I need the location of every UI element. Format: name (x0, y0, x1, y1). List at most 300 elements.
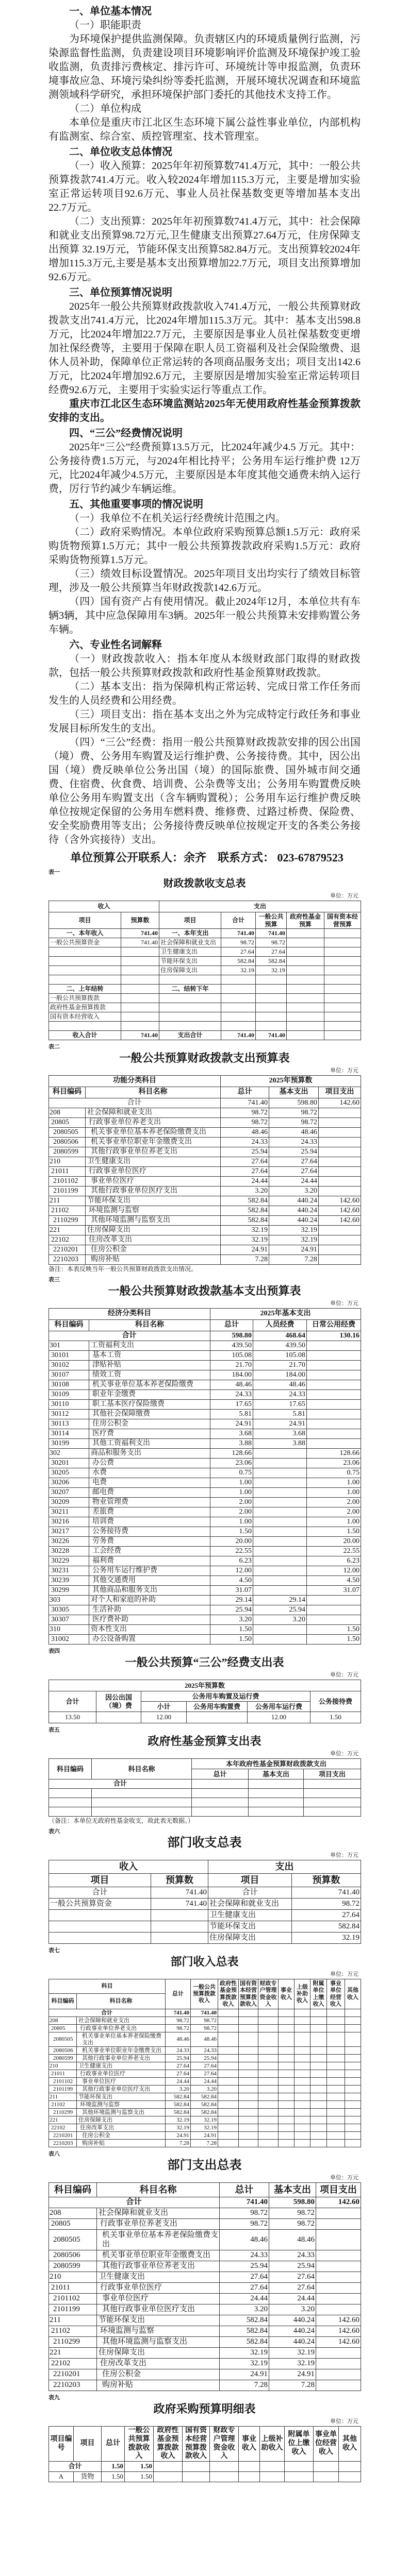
document-page (48, 0, 361, 2486)
table-cell (327, 2009, 345, 2017)
table-cell: 32.19 (191, 2124, 218, 2132)
table-cell (253, 1459, 307, 1468)
table-row (49, 2369, 361, 2380)
table-cell: 741.40 (191, 2009, 218, 2017)
table-cell (345, 2101, 361, 2109)
table-header-cell: 科目编码 (49, 1087, 86, 1098)
table-row (49, 929, 361, 938)
table-cell: 29.14 (253, 1596, 307, 1605)
table-cell (187, 1712, 248, 1723)
table-cell: 2110299 (49, 2109, 77, 2116)
table-cell: 210 (49, 2062, 77, 2070)
three-public-expenses-table (48, 1680, 361, 1723)
table-cell (218, 2017, 239, 2025)
table-cell (319, 1118, 361, 1128)
table-cell (295, 2025, 310, 2032)
table-row (49, 966, 361, 975)
table-cell (319, 1187, 361, 1196)
table-cell (295, 2109, 310, 2116)
table-cell: 其他行政事业单位养老支出 (77, 2055, 166, 2062)
table-cell: 机关事业单位职业年金缴费支出 (97, 2250, 220, 2261)
table-cell: 12.00 (210, 1566, 253, 1576)
table-cell: 其他社会保障缴费 (89, 1410, 210, 1419)
table-cell: 32.19 (220, 2359, 269, 2369)
table-row (49, 1537, 361, 1547)
table-row (49, 2140, 361, 2147)
table-cell: 48.46 (269, 2230, 316, 2250)
table-cell (287, 975, 324, 985)
table-cell (324, 1012, 361, 1022)
table-cell (345, 2032, 361, 2047)
table-cell: 48.46 (269, 1128, 319, 1138)
table-cell: 20805 (49, 1118, 86, 1128)
table-cell: 98.72 (221, 1118, 269, 1128)
table-label: 表四 (48, 1648, 60, 1654)
table-cell (327, 2093, 345, 2101)
table-cell (327, 2116, 345, 2124)
table-cell: 303 (49, 1596, 89, 1605)
table-cell: 1.50 (210, 1625, 253, 1635)
paragraph: （一）收入预算：2025年年初预算数741.4万元，其中：一般公共预算拨款741.4万元。收入较2024年增加115.3万元，主要是增加实验室正常运转项目92.6万元、事业人员社保基数变更等增加基本支出22.7万元。 (48, 160, 361, 213)
table-cell (307, 1439, 361, 1449)
table-cell (192, 1789, 249, 1798)
table-cell: 98.72 (269, 1118, 319, 1128)
table-cell (49, 966, 121, 975)
table-cell: 12.00 (307, 1566, 361, 1576)
table-cell: 23.06 (307, 1459, 361, 1468)
table-row (49, 1807, 361, 1817)
table-cell: 1.00 (210, 1488, 253, 1498)
table-cell: 30207 (49, 1488, 89, 1498)
table-cell (310, 2047, 327, 2055)
table-cell (339, 2462, 361, 2472)
table-cell: 582.84 (221, 1216, 269, 1226)
table-header-row (49, 1759, 361, 1769)
table-cell (310, 2093, 327, 2101)
table-cell (239, 2462, 260, 2472)
table-cell (221, 1003, 256, 1012)
table-cell: 142.60 (316, 2337, 361, 2348)
table-cell (183, 2462, 210, 2472)
table-cell: 32.19 (292, 1933, 361, 1944)
table-cell: 598.80 (269, 1098, 319, 1108)
table-cell: 20.00 (307, 1537, 361, 1547)
table-cell (316, 2359, 361, 2369)
table-cell (327, 2101, 345, 2109)
table-cell (159, 994, 221, 1003)
table-header-cell: 日常公用经费 (307, 1320, 361, 1331)
table-cell: 27.64 (220, 2272, 269, 2283)
table-cell: 20805 (49, 2219, 97, 2230)
table-cell: 二、上年结转 (49, 985, 121, 994)
table-cell (310, 2078, 327, 2086)
table-row (49, 1439, 361, 1449)
table-cell (279, 2093, 295, 2101)
table-row (49, 1566, 361, 1576)
table-cell (310, 2009, 327, 2017)
table-row (49, 2032, 361, 2047)
table-header-cell: 收入 (49, 1860, 208, 1874)
table-cell: 30216 (49, 1517, 89, 1527)
table-cell (319, 1147, 361, 1157)
table-header-cell: 支出 (208, 1860, 361, 1874)
table-cell (239, 2086, 258, 2093)
table-cell: 741.40 (166, 2009, 191, 2017)
table-header-cell: 科目 (49, 1979, 166, 1994)
table-cell (324, 1003, 361, 1012)
table-cell: 30113 (49, 1419, 89, 1429)
table-cell: 24.91 (269, 1245, 319, 1255)
table-cell: 机关事业单位基本养老保险缴费支出 (86, 1128, 221, 1138)
table-cell: 3.20 (221, 1187, 269, 1196)
table-header-row (49, 1320, 361, 1331)
table-row (49, 1556, 361, 1566)
table-row (49, 1625, 361, 1635)
table-cell: 23.06 (210, 1459, 253, 1468)
table-header-cell: 其他收入 (339, 2427, 361, 2462)
table-cell: 27.64 (166, 2070, 191, 2078)
table-label: 表九 (48, 2395, 60, 2401)
table-row (49, 1147, 361, 1157)
table-cell (287, 947, 324, 957)
table-cell (121, 985, 159, 994)
table-cell: 1.50 (310, 1712, 361, 1723)
table-cell: 工会经费 (89, 1547, 210, 1556)
table-cell: 行政事业单位医疗 (86, 1167, 221, 1177)
table-cell: 30211 (49, 1507, 89, 1517)
table-cell: 32.19 (191, 2116, 218, 2124)
table-cell (159, 1012, 221, 1022)
table-cell: 27.64 (191, 2062, 218, 2070)
table-header-cell: 项目 (49, 912, 121, 929)
table-title: 一般公共预算财政拨款基本支出预算表 (108, 1284, 301, 1297)
table-cell: 劳务费 (89, 1537, 210, 1547)
table-cell: 住房改革支出 (77, 2124, 166, 2132)
table-cell (285, 2462, 314, 2472)
table-cell: 3.20 (210, 1615, 253, 1625)
table-cell (239, 2116, 258, 2124)
table-cell (218, 2132, 239, 2140)
table-cell: 21011 (49, 1167, 86, 1177)
table-cell (96, 1712, 141, 1723)
table-cell (316, 2272, 361, 2283)
table-cell: 105.08 (253, 1351, 307, 1361)
table-cell (121, 1003, 159, 1012)
table-row (49, 2337, 361, 2348)
table-cell: 3.68 (253, 1429, 307, 1439)
table-cell: 142.60 (316, 2326, 361, 2337)
table-cell (295, 2032, 310, 2047)
table-cell: 31.07 (307, 1586, 361, 1596)
table-cell: 2210203 (49, 2140, 77, 2147)
table-row (49, 1226, 361, 1235)
table-cell: 机关事业单位基本养老保险缴费支出 (97, 2230, 220, 2250)
table-cell (258, 2025, 279, 2032)
table-cell (258, 2132, 279, 2140)
table-cell (319, 1226, 361, 1235)
table-cell: 2080505 (49, 2032, 77, 2047)
table-row (49, 1910, 361, 1921)
table-row (49, 1187, 361, 1196)
table-cell (324, 938, 361, 947)
table-cell: 行政事业单位医疗 (77, 2070, 166, 2078)
table-header-cell: 基本支出 (269, 1087, 319, 1098)
table-cell: 13.50 (49, 1712, 96, 1723)
table-cell: 社会保障和就业支出 (208, 1899, 292, 1910)
table-row (49, 1177, 361, 1187)
table-cell: 节能环保支出 (159, 957, 221, 966)
table-cell (258, 2078, 279, 2086)
table-cell: 2.00 (307, 1507, 361, 1517)
table-cell: 582.84 (221, 957, 256, 966)
table-cell: 142.60 (316, 2197, 361, 2208)
table-row (49, 1003, 361, 1012)
paragraph: （四）国有资产占有使用情况。截止2024年12月，本单位共有车辆3辆，其中应急保障用车3辆。2025年一般公共预算未安排购置公务车辆。 (48, 596, 361, 635)
table-cell (49, 975, 121, 985)
table-cell: 142.60 (319, 1098, 361, 1108)
table-header-row (49, 912, 361, 929)
table-cell: 440.24 (269, 1216, 319, 1226)
table-cell: 582.84 (220, 2337, 269, 2348)
table-cell: 24.33 (220, 2250, 269, 2261)
table-row (49, 2062, 361, 2070)
table-header-cell: 本年政府性基金预算财政拨款支出 (192, 1759, 361, 1769)
table-cell (218, 2086, 239, 2093)
table-cell: 12.00 (248, 1712, 310, 1723)
table-cell: 27.64 (256, 947, 287, 957)
table-cell (253, 1576, 307, 1586)
table-cell (258, 2055, 279, 2062)
paragraph: （二）支出预算：2025年年初预算数741.4万元，其中：社会保障和就业支出预算98.72万元,卫生健康支出预算27.64万元，住房保障支出预算 32.19万元，节能环保支出预算582.84万元。支出预算较2024年增加115.3万元,主要是基本支出预算增加22.7万元，项目支出预算增加92.6万元。 (48, 216, 361, 283)
paragraph: （二）基本支出：指为保障机构正常运转、完成日常工作任务而发生的人员经费和公用经费。 (48, 681, 361, 706)
paragraph: （三）绩效目标设置情况。2025年项目支出均实行了绩效目标管理，涉及一般公共预算当年财政拨款142.6万元。 (48, 568, 361, 594)
table-cell (304, 1807, 361, 1817)
table-cell: 2101199 (49, 1187, 86, 1196)
table-row (49, 1605, 361, 1615)
table-cell: 住房改革支出 (97, 2359, 220, 2369)
paragraph: （一）我单位不在机关运行经费统计范围之内。 (69, 513, 286, 524)
table-cell (239, 2062, 258, 2070)
table-cell (314, 2462, 339, 2472)
table-cell: 住房公积金 (97, 2369, 220, 2380)
table-cell: 其他行政事业单位医疗支出 (86, 1187, 221, 1196)
table-row (49, 975, 361, 985)
table-cell: 节能环保支出 (97, 2315, 220, 2326)
table-cell (253, 1625, 307, 1635)
table-cell (121, 947, 159, 957)
table-cell: 439.50 (253, 1341, 307, 1351)
table-cell (310, 2070, 327, 2078)
table-title: 一般公共预算“三公”经费支出表 (125, 1656, 284, 1669)
table-header-cell: 总计 (220, 2183, 269, 2197)
table-cell (295, 2017, 310, 2025)
unit-label: 单位：万元 (330, 1751, 358, 1757)
table-note: （备注：本单位无政府性基金收支，故此表无数据。） (48, 1817, 194, 1824)
table-header-cell: 政府性基金预算拨款收入 (154, 2427, 183, 2462)
table-cell (258, 2086, 279, 2093)
table-cell: 5.81 (253, 1410, 307, 1419)
table-cell: 合计 (49, 2009, 166, 2017)
table-header-row (49, 1979, 361, 1994)
table-cell (279, 2124, 295, 2132)
table-cell (49, 1933, 151, 1944)
table-cell (295, 2101, 310, 2109)
table-cell: 事业单位医疗 (77, 2078, 166, 2086)
table-header-cell: 总计 (166, 1979, 191, 2009)
table-cell: 24.44 (269, 2294, 316, 2304)
table-cell (319, 1157, 361, 1167)
table-cell (256, 1012, 287, 1022)
table-cell (253, 1449, 307, 1459)
table-row (49, 1380, 361, 1390)
table-cell (253, 1586, 307, 1596)
table-cell: 住房保障支出 (86, 1226, 221, 1235)
table-cell: 0.75 (307, 1468, 361, 1478)
table-cell (260, 2472, 285, 2482)
table-cell (304, 1780, 361, 1789)
table-row (49, 1780, 361, 1789)
table-cell: 48.46 (253, 1380, 307, 1390)
table-row (49, 1390, 361, 1400)
table-cell: 32.19 (256, 966, 287, 975)
table-cell: 医疗费 (89, 1429, 210, 1439)
table-cell (295, 2140, 310, 2147)
table-cell: 24.33 (269, 1138, 319, 1147)
table-cell (218, 2124, 239, 2132)
table-cell: 24.91 (221, 1245, 269, 1255)
table-cell: 184.00 (253, 1370, 307, 1380)
table-row (49, 2197, 361, 2208)
table-cell (218, 2109, 239, 2116)
table-cell: 24.44 (221, 1177, 269, 1187)
table-cell: 2210201 (49, 1245, 86, 1255)
table-cell (345, 2132, 361, 2140)
table-cell: 582.84 (191, 2109, 218, 2116)
table-cell (253, 1556, 307, 1566)
table-cell: 27.64 (220, 2283, 269, 2294)
table-cell: 24.91 (191, 2132, 218, 2140)
table-header-cell: 公务用车运行费 (248, 1702, 310, 1712)
section-heading: 二、单位收支总体情况 (69, 146, 172, 158)
table-cell (310, 2116, 327, 2124)
table-cell (316, 2230, 361, 2250)
table-header-cell: 财政专户管理资金收入 (258, 1979, 279, 2009)
table-row (49, 2009, 361, 2017)
table-cell: 合计 (49, 2197, 220, 2208)
table-cell: 合计 (49, 1331, 210, 1341)
table-header-cell: 预算数 (292, 1874, 361, 1887)
table-cell: 3.68 (210, 1429, 253, 1439)
table-cell: 住房保障支出 (97, 2348, 220, 2359)
table-cell: 24.91 (253, 1419, 307, 1429)
table-row (49, 1498, 361, 1507)
table-cell (295, 2009, 310, 2017)
table-row (49, 1419, 361, 1429)
table-cell (327, 2032, 345, 2047)
table-cell (218, 2062, 239, 2070)
table-cell: 4.50 (307, 1576, 361, 1586)
table-cell: 4.50 (210, 1576, 253, 1586)
table-cell: 32.19 (166, 2116, 191, 2124)
table-cell: 128.66 (210, 1449, 253, 1459)
unit-label: 单位：万元 (330, 2418, 358, 2425)
table-cell (319, 1128, 361, 1138)
table-cell: 30201 (49, 1459, 89, 1468)
table-row (49, 1157, 361, 1167)
table-cell (279, 2025, 295, 2032)
table-cell: 30229 (49, 1556, 89, 1566)
table-cell (256, 1022, 287, 1031)
table-cell: 购房补贴 (77, 2140, 166, 2147)
table-cell: 48.46 (191, 2032, 218, 2047)
table-row (49, 2055, 361, 2062)
table-cell: 21.70 (210, 1361, 253, 1370)
table-cell: 582.84 (221, 1196, 269, 1206)
table-cell: 24.33 (221, 1138, 269, 1147)
table-header-cell: 项目编号 (49, 2427, 74, 2462)
table-cell (258, 2032, 279, 2047)
table-cell: 128.66 (307, 1449, 361, 1459)
department-income-table (48, 1979, 361, 2147)
table-row (49, 2219, 361, 2230)
table-cell (258, 2009, 279, 2017)
table-header-cell: 项目 (49, 1874, 151, 1887)
table-cell: 30228 (49, 1547, 89, 1556)
table-cell (49, 1798, 92, 1807)
table-row (49, 2380, 361, 2391)
table-cell: 30205 (49, 1468, 89, 1478)
table-row (49, 1245, 361, 1255)
table-cell (253, 1635, 307, 1645)
table-cell (316, 2219, 361, 2230)
table-cell (154, 2472, 183, 2482)
table-row (49, 994, 361, 1003)
table-cell: 741.40 (256, 1031, 287, 1040)
table-cell: 21011 (49, 2283, 97, 2294)
table-cell (239, 2101, 258, 2109)
table-cell: 208 (49, 2208, 97, 2219)
table-cell: 211 (49, 2093, 77, 2101)
table-header-cell: 总计 (102, 2427, 125, 2462)
table-cell: 7.28 (191, 2140, 218, 2147)
table-cell (327, 2124, 345, 2132)
table-cell: 25.94 (253, 1605, 307, 1615)
table-cell: 住房公积金 (86, 1245, 221, 1255)
table-cell: 25.94 (220, 2261, 269, 2272)
table-label: 表三 (48, 1277, 60, 1283)
table-cell: 22.55 (210, 1547, 253, 1556)
table-cell (253, 1537, 307, 1547)
table-cell: 30112 (49, 1410, 89, 1419)
table-cell (319, 1235, 361, 1245)
table-cell (307, 1351, 361, 1361)
table-cell: 22102 (49, 2124, 77, 2132)
table-cell (249, 1780, 304, 1789)
table-cell: 105.08 (210, 1351, 253, 1361)
table-cell: 32.19 (221, 966, 256, 975)
table-cell (345, 2078, 361, 2086)
table-cell: 其他环境监测与监察支出 (77, 2109, 166, 2116)
table-row (49, 2230, 361, 2250)
table-cell: 7.28 (269, 1255, 319, 1265)
table-cell: 公务用车运行维护费 (89, 1566, 210, 1576)
table-header-cell: 总计 (221, 1087, 269, 1098)
subsection-heading: （一）职能职责 (69, 20, 141, 31)
table-row (49, 1449, 361, 1459)
table-cell: 21.70 (253, 1361, 307, 1370)
table-cell: 741.40 (121, 1031, 159, 1040)
table-cell: 2101102 (49, 1177, 86, 1187)
